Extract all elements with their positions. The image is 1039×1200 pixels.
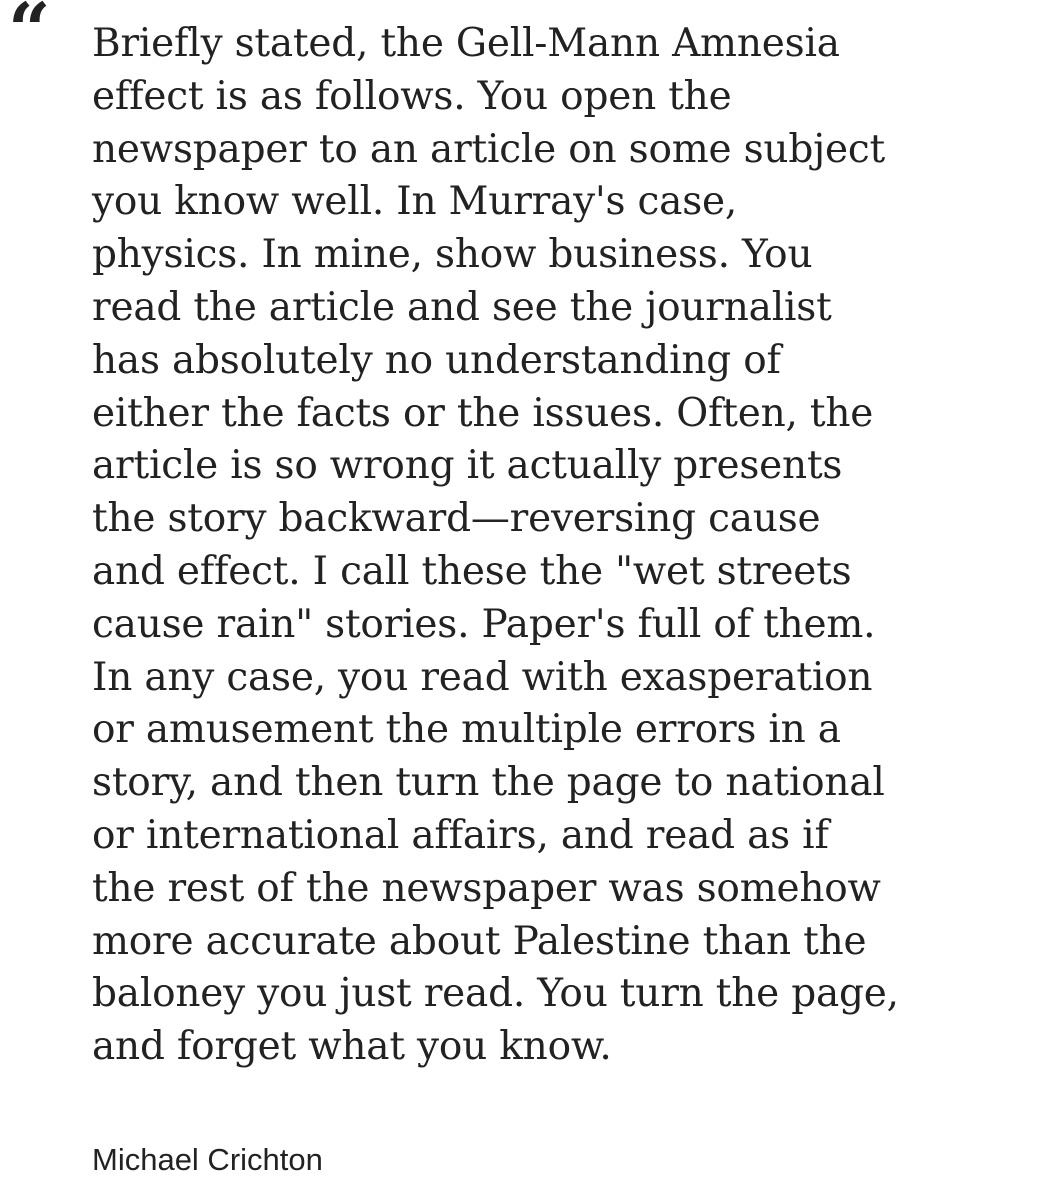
quote-line: newspaper to an article on some subject — [92, 126, 885, 172]
quote-line: or amusement the multiple errors in a — [92, 707, 841, 753]
quote-line: and effect. I call these the "wet streets — [92, 548, 852, 594]
quote-line: effect is as follows. You open the — [92, 73, 732, 119]
quote-author: Michael Crichton — [92, 1142, 323, 1177]
quote-line: more accurate about Palestine than the — [92, 918, 867, 964]
quote-line: article is so wrong it actually presents — [92, 443, 843, 489]
quote-line: Briefly stated, the Gell-Mann Amnesia — [92, 21, 840, 66]
quote-line: In any case, you read with exasperation — [92, 654, 873, 700]
quote-line: and forget what you know. — [92, 1024, 612, 1070]
quote-line: has absolutely no understanding of — [92, 337, 781, 383]
quote-line: cause rain" stories. Paper's full of them. — [92, 601, 876, 647]
quotation-mark-icon: “ — [8, 0, 51, 74]
quote-line: read the article and see the journalist — [92, 284, 832, 330]
quote-line: baloney you just read. You turn the page, — [92, 971, 899, 1017]
quote-line: story, and then turn the page to national — [92, 760, 885, 806]
quote-text — [92, 18, 899, 1074]
quote-line: either the facts or the issues. Often, the — [92, 390, 874, 436]
quote-line: physics. In mine, show business. You — [92, 232, 813, 278]
quote-line: the rest of the newspaper was somehow — [92, 865, 881, 911]
quote-line: the story backward—reversing cause — [92, 496, 821, 542]
quote-line: you know well. In Murray's case, — [92, 179, 738, 225]
quote-line: or international affairs, and read as if — [92, 812, 829, 858]
